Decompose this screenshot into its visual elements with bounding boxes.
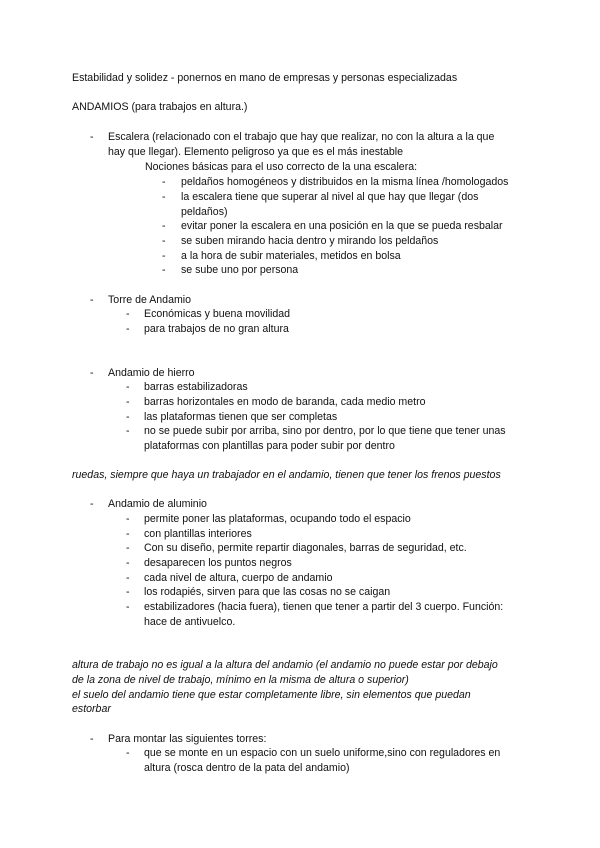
bullet-dash: - bbox=[162, 176, 166, 188]
bullet-dash: - bbox=[126, 528, 130, 540]
section-heading: ANDAMIOS (para trabajos en altura.) bbox=[72, 101, 248, 113]
list-item: hace de antivuelco. bbox=[144, 616, 236, 628]
bullet-dash: - bbox=[126, 572, 130, 584]
list-item: se sube uno por persona bbox=[181, 264, 299, 276]
list-item: las plataformas tienen que ser completas bbox=[144, 411, 338, 423]
list-item: que se monte en un espacio con un suelo uniforme,sino con reguladores en bbox=[144, 747, 501, 759]
aluminio-heading: Andamio de aluminio bbox=[108, 498, 207, 510]
list-item: barras horizontales en modo de baranda, cada medio metro bbox=[144, 396, 426, 408]
list-item: estabilizadores (hacia fuera), tienen que tener a partir del 3 cuerpo. Función: bbox=[144, 601, 504, 613]
list-item: permite poner las plataformas, ocupando todo el espacio bbox=[144, 513, 411, 525]
montar-heading: Para montar las siguientes torres: bbox=[108, 733, 267, 745]
bullet-dash: - bbox=[126, 601, 130, 613]
bullet-dash: - bbox=[126, 411, 130, 423]
note-ruedas: ruedas, siempre que haya un trabajador en el andamio, tienen que tener los frenos puestos bbox=[72, 469, 501, 481]
bullet-dash: - bbox=[162, 191, 166, 203]
bullet-dash: - bbox=[126, 586, 130, 598]
list-item: Con su diseño, permite repartir diagonales, barras de seguridad, etc. bbox=[144, 542, 467, 554]
list-item: desaparecen los puntos negros bbox=[144, 557, 292, 569]
list-item: barras estabilizadoras bbox=[144, 381, 248, 393]
bullet-dash: - bbox=[90, 367, 94, 379]
document-title: Estabilidad y solidez - ponernos en mano de empresas y personas especializadas bbox=[72, 72, 458, 84]
bullet-dash: - bbox=[90, 498, 94, 510]
hierro-heading: Andamio de hierro bbox=[108, 367, 195, 379]
escalera-nociones: Nociones básicas para el uso correcto de la una escalera: bbox=[145, 161, 418, 173]
bullet-dash: - bbox=[126, 425, 130, 437]
bullet-dash: - bbox=[126, 542, 130, 554]
bullet-dash: - bbox=[162, 235, 166, 247]
list-item: peldaños) bbox=[181, 206, 228, 218]
bullet-dash: - bbox=[126, 747, 130, 759]
list-item: peldaños homogéneos y distribuidos en la misma línea /homologados bbox=[181, 176, 509, 188]
bullet-dash: - bbox=[126, 513, 130, 525]
list-item: cada nivel de altura, cuerpo de andamio bbox=[144, 572, 333, 584]
note-line: estorbar bbox=[72, 703, 111, 715]
list-item: la escalera tiene que superar al nivel al que hay que llegar (dos bbox=[181, 191, 479, 203]
note-line: de la zona de nivel de trabajo, mínimo en la misma de altura o superior) bbox=[72, 674, 409, 686]
bullet-dash: - bbox=[126, 557, 130, 569]
list-item: plataformas con plantillas para poder subir por dentro bbox=[144, 440, 395, 452]
torre-heading: Torre de Andamio bbox=[108, 294, 192, 306]
note-line: altura de trabajo no es igual a la altura del andamio (el andamio no puede estar por debajo bbox=[72, 659, 498, 671]
escalera-line-1: Escalera (relacionado con el trabajo que hay que realizar, no con la altura a la que bbox=[108, 131, 495, 143]
bullet-dash: - bbox=[162, 264, 166, 276]
list-item: Económicas y buena movilidad bbox=[144, 308, 291, 320]
list-item: los rodapiés, sirven para que las cosas no se caigan bbox=[144, 586, 391, 598]
bullet-dash: - bbox=[162, 220, 166, 232]
bullet-dash: - bbox=[90, 733, 94, 745]
list-item: altura (rosca dentro de la pata del andamio) bbox=[144, 762, 350, 774]
list-item: se suben mirando hacia dentro y mirando los peldaños bbox=[181, 235, 439, 247]
list-item: evitar poner la escalera en una posición en la que se pueda resbalar bbox=[181, 220, 503, 232]
bullet-dash: - bbox=[126, 308, 130, 320]
bullet-dash: - bbox=[162, 250, 166, 262]
bullet-dash: - bbox=[126, 396, 130, 408]
bullet-dash: - bbox=[90, 294, 94, 306]
bullet-dash: - bbox=[90, 131, 94, 143]
list-item: con plantillas interiores bbox=[144, 528, 252, 540]
list-item: a la hora de subir materiales, metidos en bolsa bbox=[181, 250, 401, 262]
note-line: el suelo del andamio tiene que estar completamente libre, sin elementos que puedan bbox=[72, 689, 471, 701]
bullet-dash: - bbox=[126, 381, 130, 393]
list-item: para trabajos de no gran altura bbox=[144, 323, 289, 335]
bullet-dash: - bbox=[126, 323, 130, 335]
list-item: no se puede subir por arriba, sino por dentro, por lo que tiene que tener unas bbox=[144, 425, 506, 437]
escalera-line-2: hay que llegar). Elemento peligroso ya que es el más inestable bbox=[108, 146, 404, 158]
